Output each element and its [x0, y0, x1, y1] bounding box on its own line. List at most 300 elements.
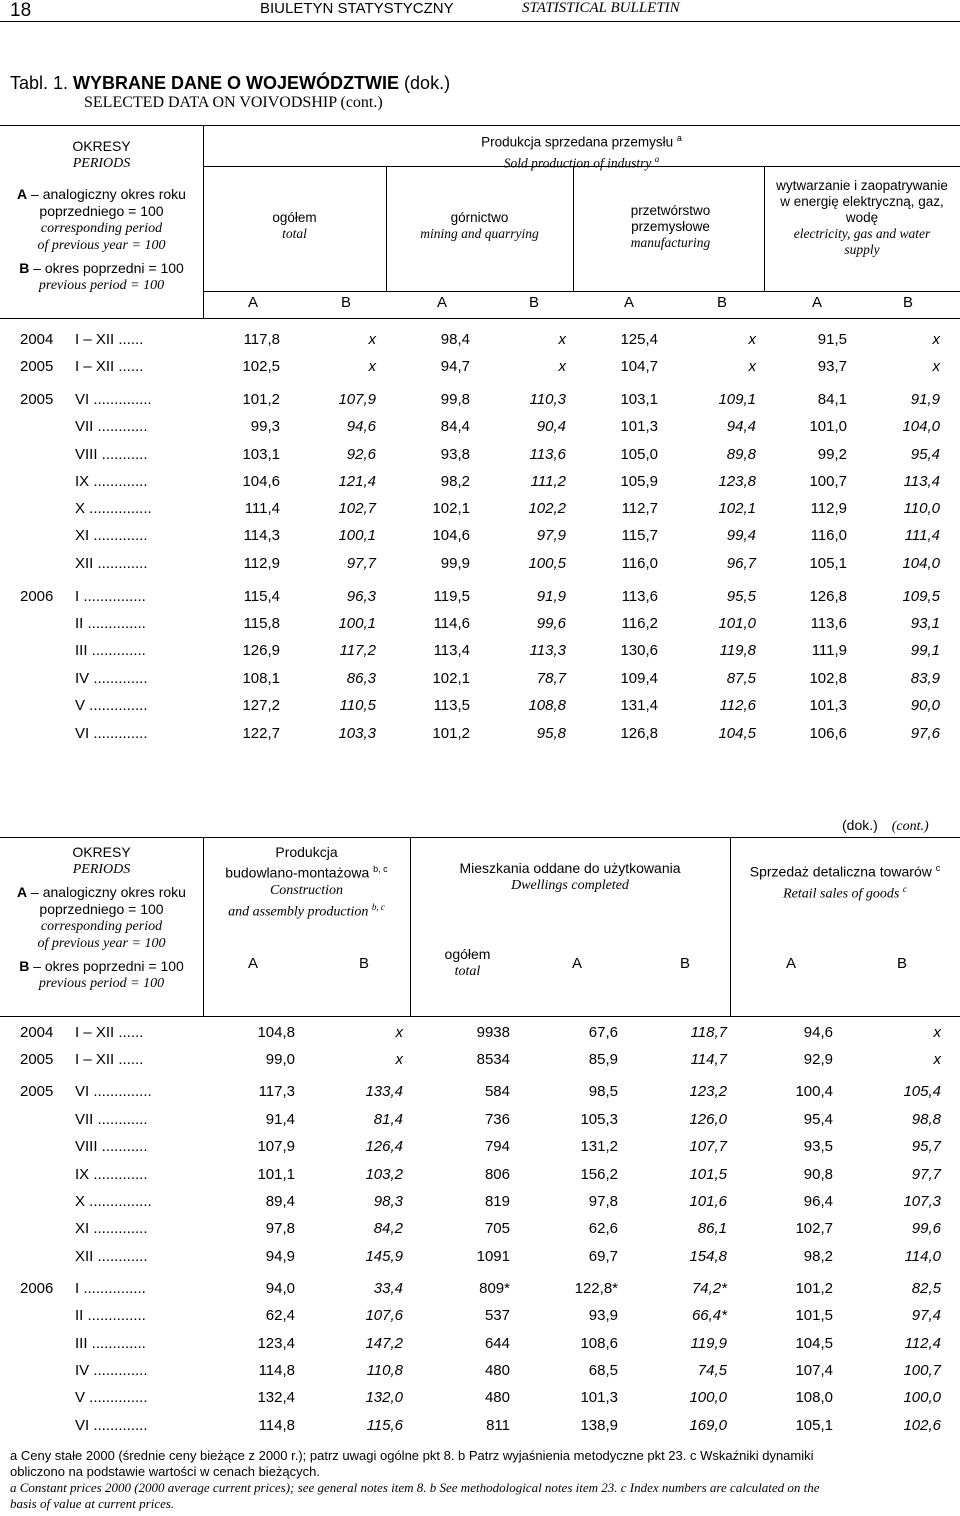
table-cell: 101,5: [795, 1307, 833, 1324]
table-cell: 101,0: [809, 418, 847, 435]
table-cell: 94,9: [265, 1248, 295, 1265]
table-cell: 102,7: [338, 500, 376, 517]
table-cell: 123,2: [689, 1083, 727, 1100]
table-cell: 95,4: [803, 1111, 833, 1128]
table-cell: 98,3: [373, 1193, 403, 1210]
table-cell: 8534: [476, 1051, 510, 1068]
row-year: 2005: [20, 391, 54, 408]
table-cell: 109,5: [902, 588, 940, 605]
table-cell: 100,5: [528, 555, 566, 572]
t1-legend-a: A – analogiczny okres roku: [17, 186, 186, 202]
t1-col-manufacturing: przetwórstwo przemysłowe manufacturing: [630, 203, 711, 250]
table-row: [0, 642, 960, 664]
table-cell: 99,0: [265, 1051, 295, 1068]
t1-ab-label: A: [437, 294, 448, 311]
table-cell: 126,8: [620, 725, 658, 742]
table-cell: 126,0: [689, 1111, 727, 1128]
footnote-pl-2: obliczono na podstawie wartości w cenach bieżących.: [10, 1464, 321, 1479]
table-cell: 169,0: [689, 1417, 727, 1434]
table-cell: 107,9: [257, 1138, 295, 1155]
t1-periods-en: PERIODS: [72, 156, 131, 171]
table-cell: 102,1: [718, 500, 756, 517]
table-cell: 105,9: [620, 473, 658, 490]
t2-ab-label: B: [680, 955, 691, 972]
t1-ab-label: B: [717, 294, 728, 311]
row-period: VI ..............: [75, 1083, 152, 1100]
table-row: [0, 418, 960, 440]
table-title-en: SELECTED DATA ON VOIVODSHIP (cont.): [84, 94, 383, 111]
table-cell: 122,7: [242, 725, 280, 742]
table-cell: 94,0: [265, 1280, 295, 1297]
t2-cont-pl: (dok.): [842, 817, 878, 833]
table-cell: 97,6: [910, 725, 940, 742]
table-cell: 94,4: [726, 418, 756, 435]
table-cell: 97,7: [346, 555, 376, 572]
t1-ab-label: A: [812, 294, 823, 311]
table-cell: 99,9: [440, 555, 470, 572]
bulletin-title-pl: BIULETYN STATYSTYCZNY: [260, 0, 454, 17]
t2-legend-a: A – analogiczny okres roku: [17, 884, 186, 900]
table-cell: 103,1: [242, 446, 280, 463]
t2-ab-label: B: [897, 955, 908, 972]
table-cell: 104,6: [242, 473, 280, 490]
table-cell: 115,6: [366, 1417, 403, 1434]
table-cell: 113,4: [433, 642, 470, 659]
table-cell: 112,7: [621, 500, 658, 517]
row-period: X ...............: [75, 1193, 152, 1210]
table-cell: 93,7: [817, 358, 847, 375]
row-period: VI .............: [75, 725, 148, 742]
table-cell: 93,9: [588, 1307, 618, 1324]
table-cell: 115,8: [243, 615, 280, 632]
table-row: [0, 358, 960, 380]
table-cell: 92,9: [803, 1051, 833, 1068]
table-cell: 100,4: [795, 1083, 833, 1100]
t2-col-retail: Sprzedaż detaliczna towarów $^c$ Retail sales of goods $^c$: [749, 863, 941, 902]
table-cell: 113,6: [621, 588, 658, 605]
table-cell: 114,8: [258, 1362, 295, 1379]
row-period: IV .............: [75, 1362, 148, 1379]
table-cell: 106,6: [809, 725, 847, 742]
t2-header-bottom-rule: [0, 1016, 960, 1017]
table-cell: 111,4: [904, 527, 940, 544]
table-cell: 705: [484, 1220, 510, 1237]
table-row: [0, 1051, 960, 1073]
table-cell: 104,8: [257, 1024, 295, 1041]
table-cell: 116,0: [810, 527, 847, 544]
row-period: II ..............: [75, 1307, 146, 1324]
table-cell: 115,7: [621, 527, 658, 544]
table-cell: 104,0: [902, 555, 940, 572]
table-row: [0, 1335, 960, 1357]
t1-group-rule: [203, 166, 960, 167]
table-cell: 102,8: [809, 670, 847, 687]
table-cell: 102,1: [432, 670, 470, 687]
table-cell: 101,0: [718, 615, 756, 632]
row-period: IX .............: [75, 1166, 148, 1183]
table-row: [0, 670, 960, 692]
table-cell: 156,2: [580, 1166, 618, 1183]
bulletin-title-en: STATISTICAL BULLETIN: [522, 0, 680, 16]
row-year: 2005: [20, 1083, 54, 1100]
footnotes: [10, 1448, 955, 1512]
table-cell: 736: [484, 1111, 510, 1128]
t1-periods-pl: OKRESY: [72, 138, 131, 154]
table-row: [0, 1248, 960, 1270]
table-cell: 126,4: [365, 1138, 403, 1155]
table-cell: 101,3: [809, 697, 847, 714]
table-row: [0, 1138, 960, 1160]
row-period: VIII ...........: [75, 446, 148, 463]
t2-legend-a-en2: of previous year = 100: [37, 936, 166, 951]
table-cell: 99,4: [726, 527, 756, 544]
table-cell: 117,8: [243, 331, 280, 348]
header-rule: [0, 21, 960, 22]
table-cell: 62,4: [265, 1307, 295, 1324]
table-cell: 125,4: [620, 331, 658, 348]
table-cell: x: [933, 1051, 941, 1068]
table-cell: 112,9: [243, 555, 280, 572]
table-cell: 130,6: [620, 642, 658, 659]
table-cell: 100,7: [809, 473, 847, 490]
table-cell: 94,6: [803, 1024, 833, 1041]
row-period: I – XII ......: [75, 331, 144, 348]
table-cell: 109,4: [620, 670, 658, 687]
table-cell: 33,4: [373, 1280, 403, 1297]
table-cell: 101,2: [432, 725, 470, 742]
table-cell: 98,2: [803, 1248, 833, 1265]
t1-periods-legend: [0, 138, 203, 294]
table-cell: 132,4: [257, 1389, 295, 1406]
table-cell: 102,1: [432, 500, 470, 517]
table-title: [10, 73, 450, 94]
table-cell: 98,2: [440, 473, 470, 490]
table-row: [0, 500, 960, 522]
t2-col-dwellings-total: ogółem total: [444, 946, 491, 979]
table-cell: 537: [484, 1307, 510, 1324]
table-cell: 126,9: [242, 642, 280, 659]
table-cell: 92,6: [346, 446, 376, 463]
table-cell: 62,6: [588, 1220, 618, 1237]
table-cell: 91,4: [265, 1111, 295, 1128]
row-period: XI .............: [75, 527, 148, 544]
table-cell: 123,4: [257, 1335, 295, 1352]
table-cell: 110,0: [903, 500, 940, 517]
table-cell: 107,3: [903, 1193, 941, 1210]
table-cell: x: [368, 331, 376, 348]
table-cell: 114,8: [258, 1417, 295, 1434]
row-period: VIII ...........: [75, 1138, 148, 1155]
table-row: [0, 473, 960, 495]
table-cell: 104,5: [718, 725, 756, 742]
table-row: [0, 391, 960, 413]
table-cell: 109,1: [718, 391, 756, 408]
table-cell: 145,9: [365, 1248, 403, 1265]
table-cell: 74,5: [697, 1362, 727, 1379]
t1-col-total: ogółem total: [272, 210, 317, 241]
t2-periods-legend: [0, 844, 203, 992]
table-cell: 131,4: [620, 697, 658, 714]
table-cell: 82,5: [911, 1280, 941, 1297]
table-cell: 132,0: [365, 1389, 403, 1406]
footnote-en-1: a Constant prices 2000 (2000 average current prices); see general notes item 8. b See methodological notes item 23. c Index numbers are calculated on the: [10, 1480, 820, 1495]
row-year: 2005: [20, 358, 54, 375]
table-cell: 89,8: [726, 446, 756, 463]
row-year: 2006: [20, 588, 54, 605]
table-row: [0, 1307, 960, 1329]
table-cell: 794: [484, 1138, 510, 1155]
row-year: 2006: [20, 1280, 54, 1297]
table-cell: 811: [486, 1417, 510, 1434]
table-cell: 114,3: [243, 527, 280, 544]
t1-col-mining: górnictwo mining and quarrying: [420, 210, 539, 241]
t1-legend-b-en: previous period = 100: [38, 278, 165, 293]
row-period: IV .............: [75, 670, 148, 687]
table-cell: 99,6: [911, 1220, 941, 1237]
table-cell: 131,2: [580, 1138, 618, 1155]
table-cell: 117,2: [339, 642, 376, 659]
table-cell: x: [395, 1051, 403, 1068]
table-row: [0, 555, 960, 577]
table-row: [0, 1280, 960, 1302]
table-cell: 644: [484, 1335, 510, 1352]
table-cell: 99,6: [536, 615, 566, 632]
table-cell: 100,1: [338, 527, 376, 544]
table-cell: 86,1: [697, 1220, 727, 1237]
table-cell: 104,0: [902, 418, 940, 435]
table-cell: 84,1: [817, 391, 847, 408]
table-cell: 94,7: [440, 358, 470, 375]
row-year: 2004: [20, 331, 54, 348]
table-cell: x: [395, 1024, 403, 1041]
table-cell: 101,2: [242, 391, 280, 408]
table-cell: 138,9: [580, 1417, 618, 1434]
table-cell: x: [748, 331, 756, 348]
table-cell: 104,5: [795, 1335, 833, 1352]
table-cell: 110,5: [339, 697, 376, 714]
footnote-pl-1: a Ceny stałe 2000 (średnie ceny bieżące z 2000 r.); patrz uwagi ogólne pkt 8. b Patrz wyjaśnienia metodyczne pkt 23. c Wskaźniki dynamiki: [10, 1448, 814, 1463]
t2-top-rule: [0, 837, 960, 838]
table-cell: 116,0: [621, 555, 658, 572]
table-title-pl: WYBRANE DANE O WOJEWÓDZTWIE: [73, 73, 400, 93]
t1-col-energy: wytwarzanie i zaopatrywanie w energię elektryczną, gaz, wodę electricity, gas and water supply: [776, 178, 948, 257]
table-cell: 105,1: [809, 555, 847, 572]
table-cell: x: [933, 1024, 941, 1041]
table-cell: 101,1: [257, 1166, 295, 1183]
row-period: XI .............: [75, 1220, 148, 1237]
table-cell: 90,4: [536, 418, 566, 435]
table-cell: 112,4: [904, 1335, 941, 1352]
table-cell: 1091: [476, 1248, 510, 1265]
table-cell: 108,0: [795, 1389, 833, 1406]
t1-legend-b: B – okres poprzedni = 100: [19, 260, 184, 276]
table-cell: 480: [484, 1362, 510, 1379]
t2-cont-en: (cont.): [891, 819, 929, 834]
table-cell: 118,7: [690, 1024, 727, 1041]
t2-legend-a-pl2: poprzedniego = 100: [39, 901, 164, 917]
table-cell: 105,3: [580, 1111, 618, 1128]
table-cell: 91,9: [536, 588, 566, 605]
table-cell: 96,3: [346, 588, 376, 605]
table-cell: 112,9: [810, 500, 847, 517]
table-cell: 154,8: [689, 1248, 727, 1265]
t1-group-header: [203, 130, 960, 171]
table-cell: 102,2: [528, 500, 566, 517]
table-cell: 97,4: [911, 1307, 941, 1324]
t1-ab-label: A: [248, 294, 259, 311]
t2-periods-en: PERIODS: [72, 862, 131, 877]
table-cell: 99,3: [250, 418, 280, 435]
table-row: [0, 1389, 960, 1411]
table-row: [0, 725, 960, 747]
table-cell: 108,8: [528, 697, 566, 714]
table-cell: 101,3: [620, 418, 658, 435]
table-cell: 95,5: [726, 588, 756, 605]
table-cell: 9938: [476, 1024, 510, 1041]
row-period: XII ............: [75, 1248, 148, 1265]
t2-ab-label: A: [786, 955, 797, 972]
table-cell: 115,4: [243, 588, 280, 605]
t1-top-rule: [0, 125, 960, 126]
t2-ab-label: A: [572, 955, 583, 972]
table-cell: 89,4: [265, 1193, 295, 1210]
table-cell: 97,8: [265, 1220, 295, 1237]
table-cell: 105,1: [795, 1417, 833, 1434]
t2-legend-a-en1: corresponding period: [40, 919, 163, 934]
row-period: II ..............: [75, 615, 146, 632]
footnote-en-2: basis of value at current prices.: [10, 1496, 175, 1511]
table-cell: 119,9: [690, 1335, 727, 1352]
table-cell: 819: [484, 1193, 510, 1210]
table-cell: 809*: [479, 1280, 510, 1297]
table-cell: 84,4: [440, 418, 470, 435]
table-cell: x: [748, 358, 756, 375]
table-cell: 113,6: [810, 615, 847, 632]
table-cell: 100,0: [903, 1389, 941, 1406]
t2-periods-pl: OKRESY: [72, 844, 131, 860]
t2-legend-b-en: previous period = 100: [38, 976, 165, 991]
table-cell: x: [368, 358, 376, 375]
table-cell: 97,8: [588, 1193, 618, 1210]
table-cell: 480: [484, 1389, 510, 1406]
table-cell: 95,7: [911, 1138, 941, 1155]
table-cell: 90,8: [803, 1166, 833, 1183]
row-period: VI ..............: [75, 391, 152, 408]
table-cell: 114,7: [690, 1051, 727, 1068]
row-period: VII ............: [75, 418, 148, 435]
table-cell: 102,7: [795, 1220, 833, 1237]
table-cell: 95,8: [536, 725, 566, 742]
table-row: [0, 1362, 960, 1384]
table-cell: 101,2: [795, 1280, 833, 1297]
row-period: VI .............: [75, 1417, 148, 1434]
table-cell: 584: [484, 1083, 510, 1100]
row-period: X ...............: [75, 500, 152, 517]
t1-ab-label: A: [624, 294, 635, 311]
table-cell: 93,5: [803, 1138, 833, 1155]
table-cell: 108,1: [242, 670, 280, 687]
table-cell: 107,9: [338, 391, 376, 408]
table-cell: x: [932, 331, 940, 348]
table-cell: 93,1: [910, 615, 940, 632]
table-cell: 127,2: [242, 697, 280, 714]
table-cell: 69,7: [588, 1248, 618, 1265]
row-period: I – XII ......: [75, 1051, 144, 1068]
t2-ab-label: B: [359, 955, 370, 972]
table-cell: 91,5: [817, 331, 847, 348]
table-cell: 97,9: [536, 527, 566, 544]
row-period: III .............: [75, 1335, 146, 1352]
table-cell: 126,8: [809, 588, 847, 605]
table-row: [0, 1166, 960, 1188]
table-cell: 98,8: [911, 1111, 941, 1128]
t1-ab-rule: [203, 291, 960, 292]
t2-legend-b: B – okres poprzedni = 100: [19, 958, 184, 974]
table-title-prefix: Tabl. 1.: [10, 73, 74, 93]
table-cell: 113,6: [529, 446, 566, 463]
table-row: [0, 1417, 960, 1439]
t1-ab-label: B: [341, 294, 352, 311]
table-cell: 78,7: [536, 670, 566, 687]
table-cell: 105,0: [620, 446, 658, 463]
table-cell: 102,6: [903, 1417, 941, 1434]
table-cell: 101,6: [689, 1193, 727, 1210]
row-year: 2005: [20, 1051, 54, 1068]
table-cell: 116,2: [621, 615, 658, 632]
t1-legend-a-en1: corresponding period: [40, 221, 163, 236]
t1-group-pl: Produkcja sprzedana przemysłu: [481, 134, 674, 150]
table-row: [0, 1024, 960, 1046]
table-cell: 97,7: [911, 1166, 941, 1183]
table-cell: 113,3: [529, 642, 566, 659]
table-row: [0, 615, 960, 637]
table-cell: 108,6: [580, 1335, 618, 1352]
row-year: 2004: [20, 1024, 54, 1041]
table-cell: 67,6: [588, 1024, 618, 1041]
table-cell: 110,3: [529, 391, 566, 408]
table-cell: 98,5: [588, 1083, 618, 1100]
table-cell: 107,7: [689, 1138, 727, 1155]
table-cell: 104,6: [432, 527, 470, 544]
row-period: VII ............: [75, 1111, 148, 1128]
table-row: [0, 1111, 960, 1133]
row-period: XII ............: [75, 555, 148, 572]
table-cell: 103,1: [620, 391, 658, 408]
table-cell: 83,9: [910, 670, 940, 687]
table-cell: 117,3: [258, 1083, 295, 1100]
table-row: [0, 588, 960, 610]
t1-ab-label: B: [903, 294, 914, 311]
table-cell: 99,8: [440, 391, 470, 408]
table-cell: 74,2*: [691, 1280, 727, 1297]
t1-header-bottom-rule: [0, 318, 960, 319]
t2-col-dwellings: Mieszkania oddane do użytkowania Dwellings completed: [459, 860, 681, 893]
row-period: V ..............: [75, 1389, 148, 1406]
table-cell: 101,3: [580, 1389, 618, 1406]
table-cell: 90,0: [910, 697, 940, 714]
table-cell: 110,8: [366, 1362, 403, 1379]
table-row: [0, 697, 960, 719]
table-cell: 87,5: [726, 670, 756, 687]
table-cell: 85,9: [588, 1051, 618, 1068]
table-row: [0, 1083, 960, 1105]
table-cell: 122,8*: [574, 1280, 618, 1297]
table-cell: 103,3: [338, 725, 376, 742]
row-period: III .............: [75, 642, 146, 659]
row-period: V ..............: [75, 697, 148, 714]
table-cell: 113,4: [903, 473, 940, 490]
table-cell: 112,6: [719, 697, 756, 714]
